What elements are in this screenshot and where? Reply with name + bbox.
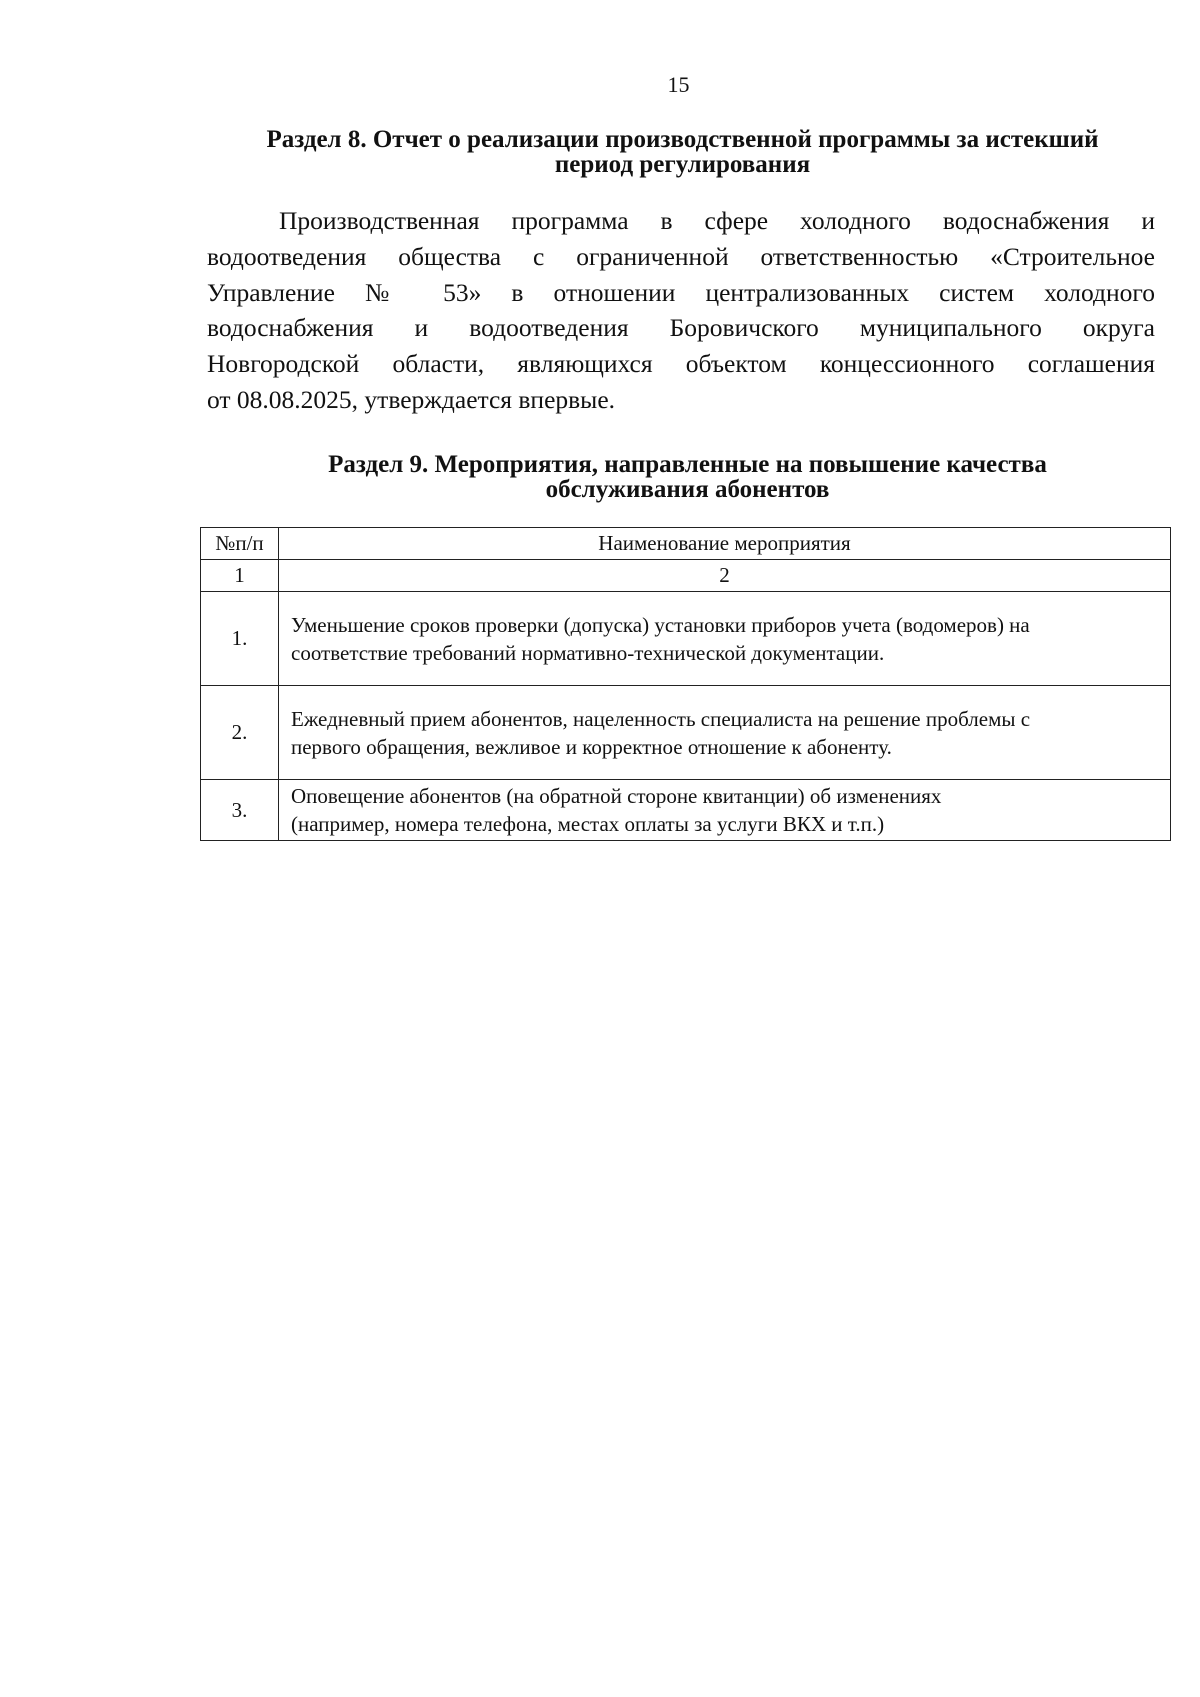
paragraph-line: водоотведения общества с ограниченной ответственностью «Строительное (207, 241, 1155, 271)
row-description (279, 592, 1171, 686)
section-8-paragraph (207, 203, 1155, 418)
column-index: 2 (279, 560, 1171, 592)
row-description-line: первого обращения, вежливое и корректное отношение к абоненту. (291, 734, 892, 759)
row-description-line: Ежедневный прием абонентов, нацеленность специалиста на решение проблемы с (291, 706, 1031, 731)
table-row (201, 592, 1171, 686)
section-8-heading (200, 127, 1165, 177)
page-number: 15 (667, 72, 690, 97)
paragraph-line: водоснабжения и водоотведения Боровичского муниципального округа (207, 313, 1155, 343)
paragraph-line: от 08.08.2025, утверждается впервые. (207, 384, 616, 414)
row-description (279, 686, 1171, 780)
table-header-row (201, 528, 1171, 560)
row-description (279, 780, 1171, 841)
section-9-heading (205, 452, 1170, 502)
row-description-line: соответствие требований нормативно-технической документации. (291, 640, 885, 665)
table-index-row (201, 560, 1171, 592)
column-index: 1 (201, 560, 279, 592)
paragraph-line: Управление № 53» в отношении централизованных систем холодного (207, 277, 1155, 307)
header-number: №п/п (201, 528, 279, 560)
row-description-line: Уменьшение сроков проверки (допуска) установки приборов учета (водомеров) на (291, 612, 1030, 637)
section-9-heading-line: Раздел 9. Мероприятия, направленные на повышение качества (328, 451, 1047, 478)
row-description-line: Оповещение абонентов (на обратной стороне квитанции) об изменениях (291, 784, 942, 808)
header-name: Наименование мероприятия (279, 528, 1171, 560)
paragraph-line: Новгородской области, являющихся объектом концессионного соглашения (207, 349, 1155, 379)
section-9-heading-line: обслуживания абонентов (545, 476, 830, 503)
table-row (201, 686, 1171, 780)
measures-table (200, 527, 1171, 841)
paragraph-line: Производственная программа в сфере холодного водоснабжения и (279, 206, 1155, 235)
row-number: 3. (201, 780, 279, 841)
row-number: 2. (201, 686, 279, 780)
table-row (201, 780, 1171, 841)
row-number: 1. (201, 592, 279, 686)
section-8-heading-line: Раздел 8. Отчет о реализации производственной программы за истекший (266, 126, 1099, 153)
row-description-line: (например, номера телефона, местах оплаты за услуги ВКХ и т.п.) (291, 812, 885, 836)
section-8-heading-line: период регулирования (554, 151, 811, 178)
